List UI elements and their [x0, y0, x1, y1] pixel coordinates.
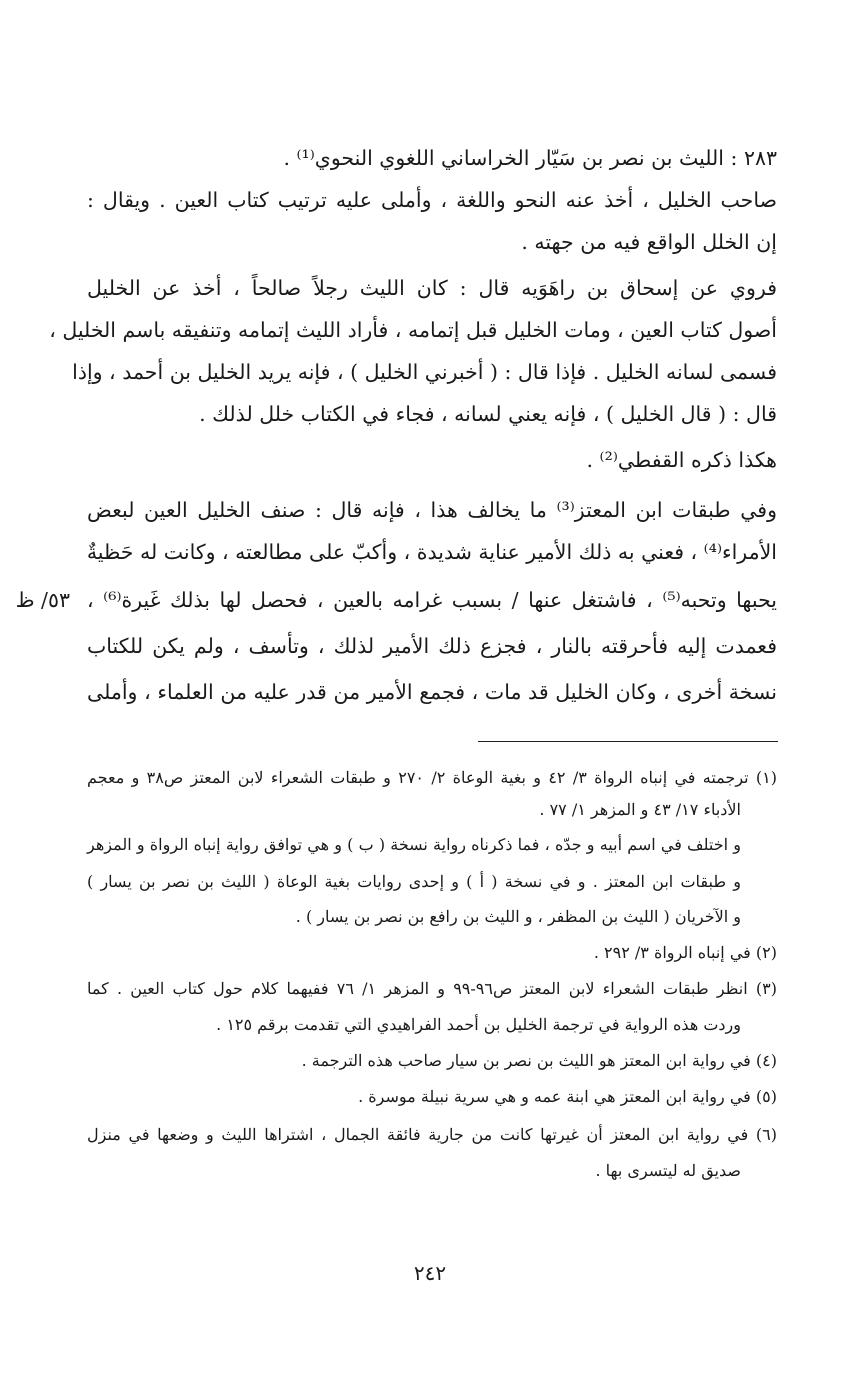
body-line: وفي طبقات ابن المعتز⁽³⁾ ما يخالف هذا ، فإنه قال : صنف الخليل العين لبعض: [87, 498, 777, 522]
footnote-line: و طبقات ابن المعتز . و في نسخة ( أ ) و إحدى روايات بغية الوعاة ( الليث بن نصر بن يسار ): [87, 872, 741, 891]
footnote-line: وردت هذه الرواية في ترجمة الخليل بن أحمد الفراهيدي التي تقدمت برقم ١٢٥ .: [216, 1015, 741, 1034]
body-line: فروي عن إسحاق بن راهَوَيه قال : كان الليث رجلاً صالحاً ، أخذ عن الخليل: [87, 276, 777, 300]
footnote-line: و الآخريان ( الليث بن المظفر ، و الليث بن رافع بن نصر بن يسار ) .: [295, 907, 741, 926]
footnote-line: (٦) في رواية ابن المعتز أن غيرتها كانت من جارية فائقة الجمال ، اشتراها الليث و وضعها في منزل: [87, 1125, 777, 1144]
entry-heading: ٢٨٣ : الليث بن نصر بن سَيّار الخراساني اللغوي النحوي⁽¹⁾ .: [283, 146, 777, 170]
body-line: صاحب الخليل ، أخذ عنه النحو واللغة ، وأملى عليه ترتيب كتاب العين . ويقال :: [87, 188, 777, 212]
body-line: يحبها وتحبه⁽⁵⁾ ، فاشتغل عنها / بسبب غرامه بالعين ، فحصل لها بذلك غَيرة⁽⁶⁾ ،: [87, 588, 778, 612]
body-line: فسمى لسانه الخليل . فإذا قال : ( أخبرني الخليل ) ، فإنه يريد الخليل بن أحمد ، وإذا: [72, 360, 777, 384]
body-line: هكذا ذكره القفطي⁽²⁾ .: [586, 448, 777, 472]
footnote-line: (٣) انظر طبقات الشعراء لابن المعتز ص٩٦-٩٩ و المزهر ١/ ٧٦ ففيهما كلام حول كتاب العين . كما: [87, 979, 778, 998]
body-line: إن الخلل الواقع فيه من جهته .: [521, 230, 777, 254]
body-line: فعمدت إليه فأحرقته بالنار ، فجزع ذلك الأمير لذلك ، وتأسف ، ولم يكن للكتاب: [87, 634, 777, 658]
footnote-line: (٥) في رواية ابن المعتز هي ابنة عمه و هي سرية نبيلة موسرة .: [358, 1087, 777, 1106]
footnote-line: (١) ترجمته في إنباه الرواة ٣/ ٤٢ و بغية الوعاة ٢/ ٢٧٠ و طبقات الشعراء لابن المعتز ص٣٨ و معجم: [87, 768, 777, 787]
page-number: ٢٤٢: [413, 1261, 447, 1285]
manuscript-folio-note: ٥٣/ ظ: [15, 588, 70, 612]
footnote-line: صديق له ليتسرى بها .: [595, 1161, 741, 1180]
footnote-separator: [478, 741, 778, 742]
footnote-line: (٢) في إنباه الرواة ٣/ ٢٩٢ .: [593, 943, 777, 962]
body-line: نسخة أخرى ، وكان الخليل قد مات ، فجمع الأمير من قدر عليه من العلماء ، وأملى: [87, 680, 777, 704]
body-line: قال : ( قال الخليل ) ، فإنه يعني لسانه ، فجاء في الكتاب خلل لذلك .: [199, 402, 777, 426]
body-line: الأمراء⁽⁴⁾ ، فعني به ذلك الأمير عناية شديدة ، وأكبّ على مطالعته ، وكانت له حَظيةٌ: [86, 540, 777, 564]
footnote-line: (٤) في رواية ابن المعتز هو الليث بن نصر بن سيار صاحب هذه الترجمة .: [301, 1051, 777, 1070]
footnote-line: الأدباء ١٧/ ٤٣ و المزهر ١/ ٧٧ .: [539, 800, 741, 819]
body-line: أصول كتاب العين ، ومات الخليل قبل إتمامه ، فأراد الليث إتمامه وتنفيقه باسم الخليل ،: [49, 318, 777, 342]
footnote-line: و اختلف في اسم أبيه و جدّه ، فما ذكرناه رواية نسخة ( ب ) و هي توافق رواية إنباه الرواة و المزهر: [87, 835, 741, 854]
